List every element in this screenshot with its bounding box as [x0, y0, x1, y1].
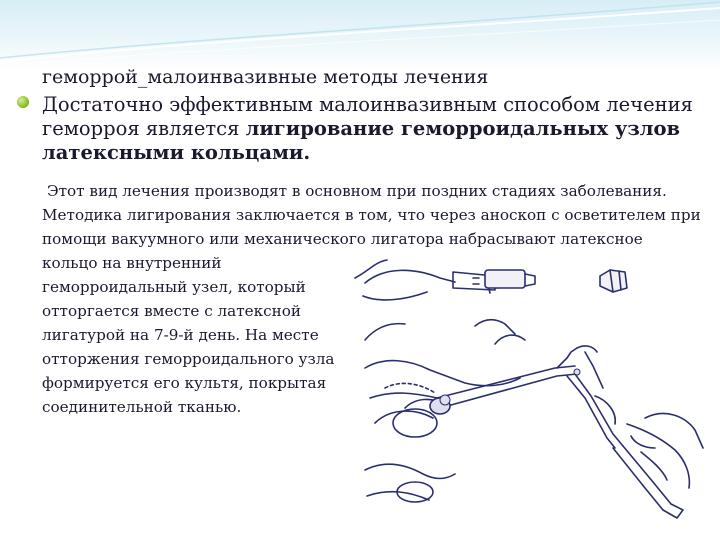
bullet-text-bold: лигирование геморроидальных узлов латексными кольцами. [42, 117, 681, 164]
slide-title: геморрой_малоинвазивные методы лечения [42, 66, 489, 88]
bullet-text-start: Достаточно эффективным малоинвазивным способом лечения геморроя является [42, 93, 693, 140]
bullet-dot-icon [17, 96, 29, 108]
ligator-instrument-illustration [345, 248, 707, 526]
paragraph-result: кольцо на внутренний геморроидальный узел, который отторгается вместе с латексной лигатурой на 7-9-й день. На месте отторжения геморроидального узла формируется его культя, покрытая соединительной тканью. [42, 254, 335, 416]
ligator-drawing-icon [345, 248, 707, 526]
header-band [0, 0, 720, 70]
bullet-text [42, 93, 712, 165]
header-swoosh-icon [0, 0, 720, 70]
paragraph-method: Этот вид лечения производят в основном при поздних стадиях заболевания. Методика лигирования заключается в том, что через аноскоп с осветителем при помощи вакуумного или механического лигатора набрасывают латексное [42, 182, 701, 248]
